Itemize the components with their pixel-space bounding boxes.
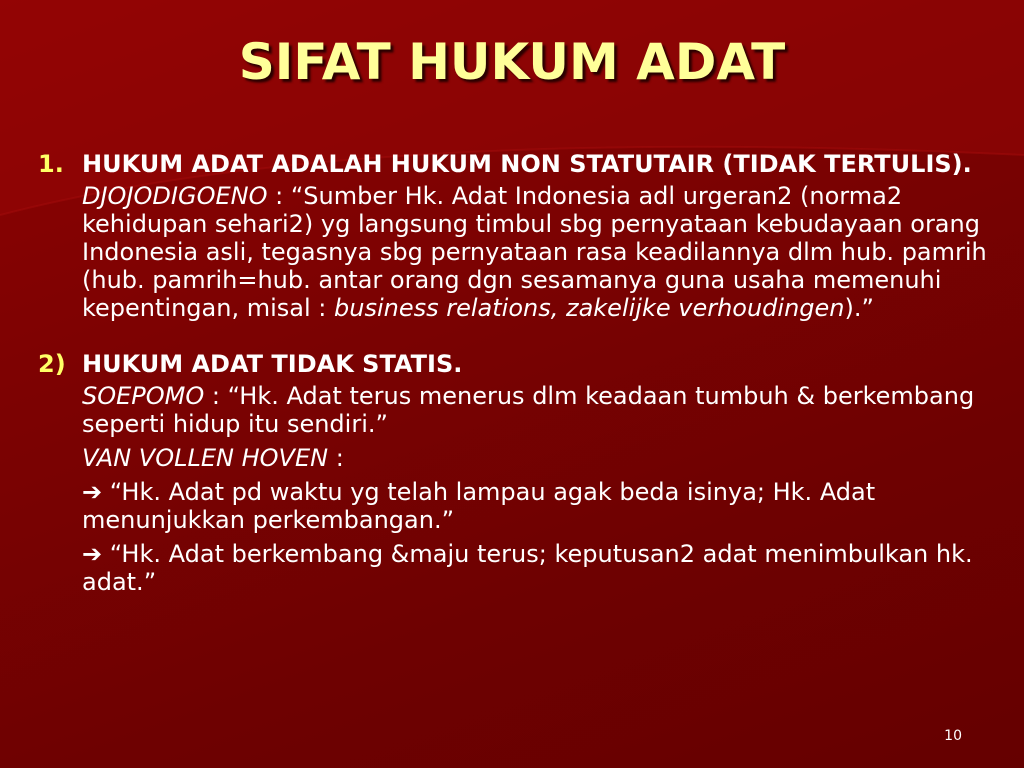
item-heading: HUKUM ADAT TIDAK STATIS. xyxy=(82,350,463,378)
list-item-body xyxy=(82,350,988,596)
list-item-1 xyxy=(38,150,988,322)
separator: : xyxy=(328,444,344,472)
item-paragraph xyxy=(82,540,988,596)
list-item-body xyxy=(82,150,988,322)
item-paragraph xyxy=(82,182,988,322)
arrow-right-icon: ➔ xyxy=(82,478,103,506)
quote-italic-text: business relations, zakelijke verhoudingen xyxy=(334,294,845,322)
item-heading: HUKUM ADAT ADALAH HUKUM NON STATUTAIR (TIDAK TERTULIS). xyxy=(82,150,972,178)
quote-end: ).” xyxy=(844,294,874,322)
item-paragraph xyxy=(82,382,988,438)
list-marker: 2) xyxy=(38,350,66,378)
list-item-2 xyxy=(38,350,988,596)
author-name: SOEPOMO xyxy=(82,382,205,410)
list-marker: 1. xyxy=(38,150,64,178)
quote-text: “Sumber Hk. Adat Indonesia adl urgeran2 (norma2 kehidupan sehari2) yg langsung timbul sbg pernyataan kebudayaan orang Indonesia asli, tegasnya sbg pernyataan rasa keadilannya dlm hub. pamrih (hub. pamrih=hub. antar orang dgn sesamanya guna usaha memenuhi kepentingan, misal : xyxy=(82,182,987,322)
arrow-right-icon: ➔ xyxy=(82,540,103,568)
separator: : xyxy=(267,182,291,210)
item-paragraph xyxy=(82,478,988,534)
separator: : xyxy=(204,382,228,410)
item-paragraph xyxy=(82,444,988,472)
quote-text: “Hk. Adat terus menerus dlm keadaan tumbuh & berkembang seperti hidup itu sendiri.” xyxy=(82,382,975,438)
quote-text: “Hk. Adat pd waktu yg telah lampau agak beda isinya; Hk. Adat menunjukkan perkembangan.” xyxy=(82,478,876,534)
slide-title: SIFAT HUKUM ADAT xyxy=(238,33,786,91)
page-number: 10 xyxy=(944,728,962,744)
quote-text: “Hk. Adat berkembang &maju terus; keputusan2 adat menimbulkan hk. adat.” xyxy=(82,540,973,596)
spacer xyxy=(38,322,988,350)
author-name: DJOJODIGOENO xyxy=(82,182,268,210)
author-name: VAN VOLLEN HOVEN xyxy=(82,444,329,472)
slide-content xyxy=(38,150,988,596)
